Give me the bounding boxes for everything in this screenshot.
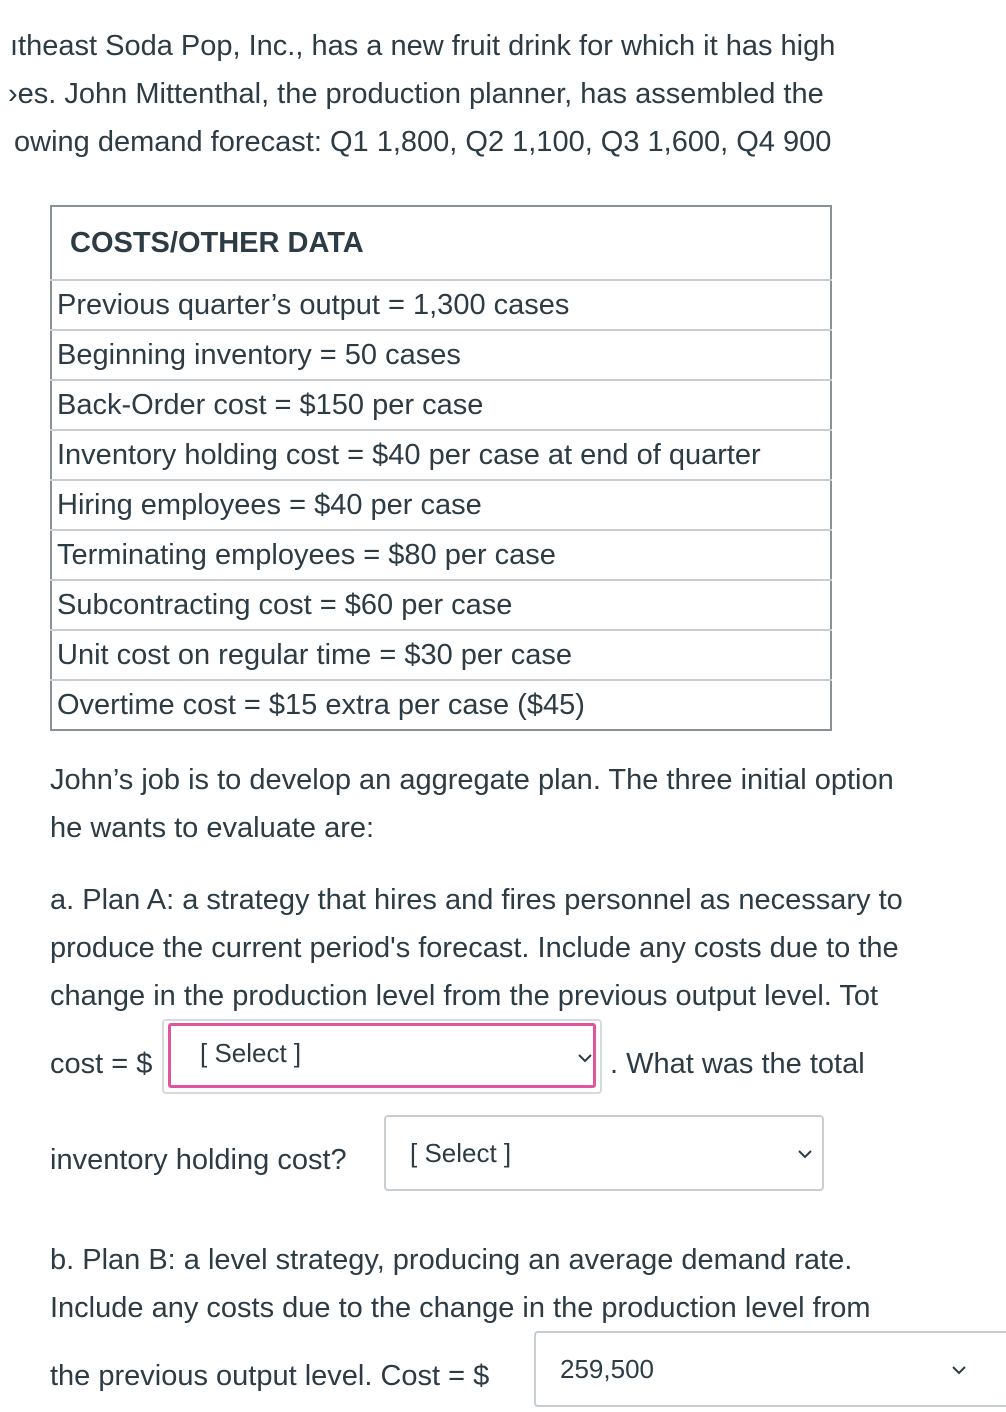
holding-cost-cell: Inventory holding cost = $40 per case at end of quarter (51, 430, 831, 480)
intro-line-2: ›es. John Mittenthal, the production planner, has assembled the (8, 78, 824, 110)
table-row (51, 330, 831, 380)
intro-line-1: ıtheast Soda Pop, Inc., has a new fruit drink for which it has high (10, 30, 836, 62)
question-intro (50, 756, 1000, 852)
table-row (51, 580, 831, 630)
intro-line-3: owing demand forecast: Q1 1,800, Q2 1,100, Q3 1,600, Q4 900 (14, 126, 832, 158)
plan-a-line-3: change in the production level from the previous output level. Tot (50, 980, 879, 1012)
plan-a-cost-select-value: [ Select ] (200, 1038, 302, 1068)
costs-table-header-row (51, 206, 831, 280)
table-row (51, 430, 831, 480)
plan-a-line-1: a. Plan A: a strategy that hires and fires personnel as necessary to (50, 884, 903, 916)
holding-cost-label: inventory holding cost? (50, 1144, 347, 1176)
table-row (51, 280, 831, 330)
table-row (51, 480, 831, 530)
back-order-cost-cell: Back-Order cost = $150 per case (51, 380, 831, 430)
plan-a-question (50, 876, 1000, 1020)
plan-b-cost-select[interactable] (534, 1331, 1006, 1407)
plan-b-question (50, 1236, 1000, 1332)
plan-b-cost-label: the previous output level. Cost = $ (50, 1360, 490, 1392)
regular-time-cost-cell: Unit cost on regular time = $30 per case (51, 630, 831, 680)
costs-table (50, 205, 832, 731)
chevron-down-icon (578, 1053, 592, 1063)
hiring-cost-cell: Hiring employees = $40 per case (51, 480, 831, 530)
subcontracting-cost-cell: Subcontracting cost = $60 per case (51, 580, 831, 630)
holding-cost-select-value: [ Select ] (410, 1138, 512, 1168)
plan-a-line-2: produce the current period's forecast. Include any costs due to the (50, 932, 899, 964)
costs-table-header: COSTS/OTHER DATA (51, 206, 831, 280)
plan-b-line-1: b. Plan B: a level strategy, producing an average demand rate. (50, 1244, 853, 1276)
plan-b-line-2: Include any costs due to the change in the production level from (50, 1292, 871, 1324)
table-row (51, 530, 831, 580)
chevron-down-icon (798, 1149, 812, 1159)
plan-a-after-select-text: . What was the total (610, 1048, 865, 1080)
chevron-down-icon (952, 1365, 966, 1375)
table-row (51, 630, 831, 680)
terminating-cost-cell: Terminating employees = $80 per case (51, 530, 831, 580)
holding-cost-select[interactable] (384, 1115, 824, 1191)
beginning-inventory-cell: Beginning inventory = 50 cases (51, 330, 831, 380)
table-row (51, 680, 831, 730)
question-intro-line-1: John’s job is to develop an aggregate plan. The three initial option (50, 764, 894, 796)
intro-paragraph (0, 22, 1000, 166)
plan-a-cost-label: cost = $ (50, 1048, 153, 1080)
previous-output-cell: Previous quarter’s output = 1,300 cases (51, 280, 831, 330)
plan-b-cost-select-value: 259,500 (560, 1354, 654, 1384)
table-row (51, 380, 831, 430)
plan-a-cost-select[interactable] (162, 1019, 602, 1094)
overtime-cost-cell: Overtime cost = $15 extra per case ($45) (51, 680, 831, 730)
question-intro-line-2: he wants to evaluate are: (50, 812, 375, 844)
